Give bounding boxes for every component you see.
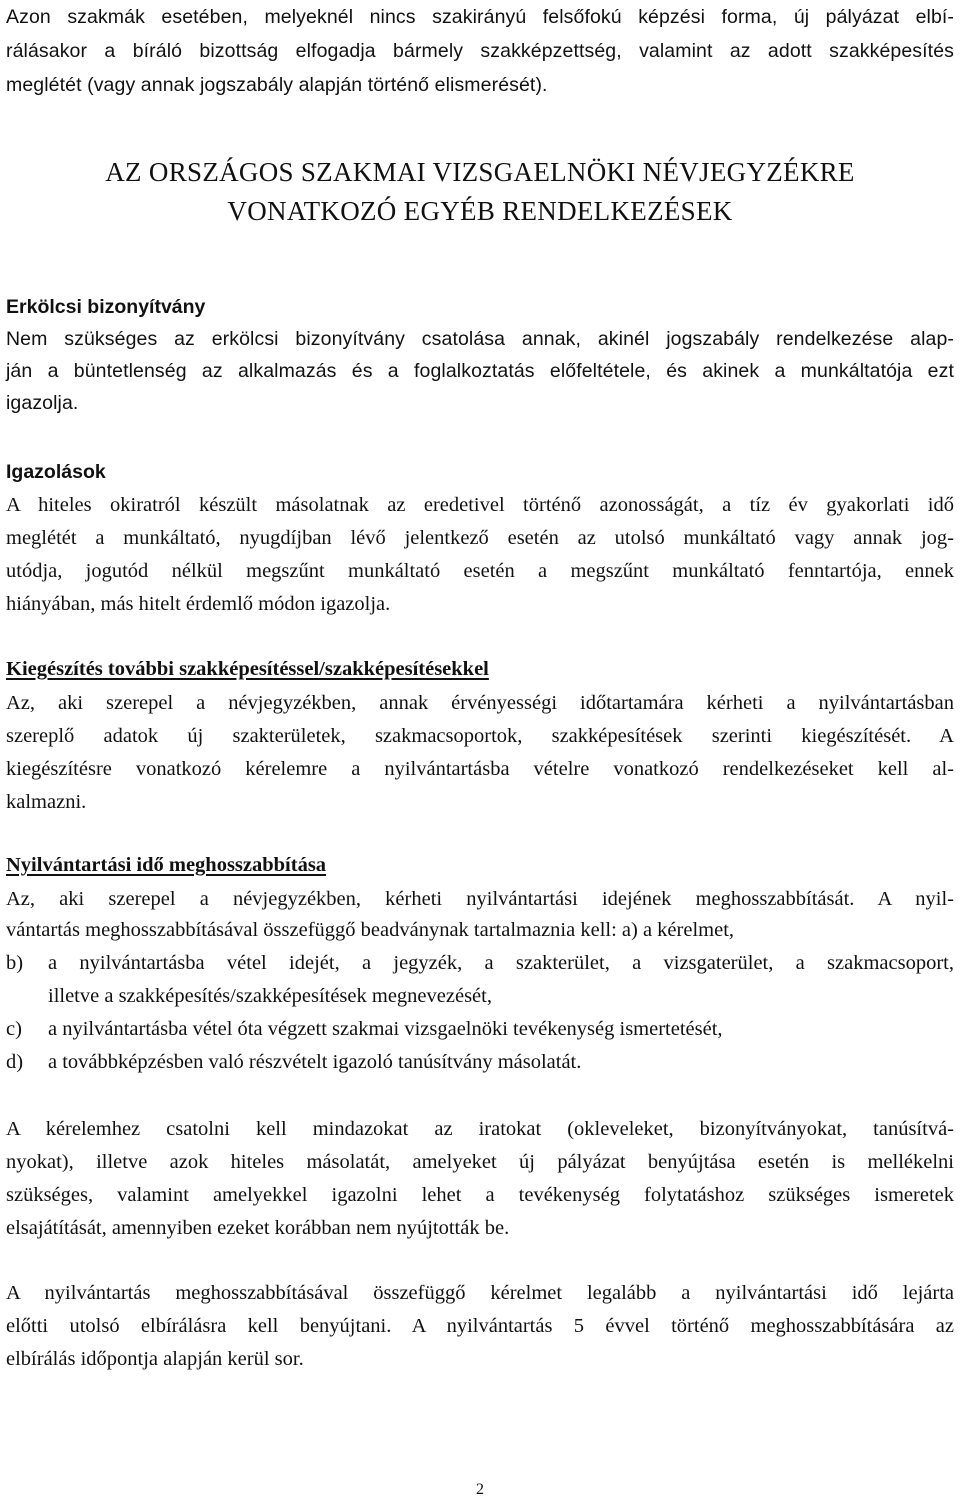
kiegeszites-line-3: kiegészítésre vonatkozó kérelemre a nyilvántartásba vételre vonatkozó rendelkezéseket kell al- bbox=[6, 758, 954, 780]
igazolasok-line-4: hiányában, más hitelt érdemlő módon igazolja. bbox=[6, 593, 391, 615]
list-item-text: a nyilvántartásba vétel óta végzett szakmai vizsgaelnöki tevékenység ismertetését, bbox=[48, 1018, 723, 1040]
heading-igazolasok: Igazolások bbox=[6, 461, 106, 483]
list-marker: c) bbox=[6, 1018, 22, 1040]
nyilvantartasi-line-1: Az, aki szerepel a névjegyzékben, kérheti nyilvántartási idejének meghosszabbítását. A nyil- bbox=[6, 888, 954, 910]
kiegeszites-line-1: Az, aki szerepel a névjegyzékben, annak érvényességi időtartamára kérheti a nyilvántartásban bbox=[6, 692, 954, 714]
paragraph-1-line-2: nyokat), illetve azok hiteles másolatát, amelyeket új pályázat benyújtása esetén is mellékelni bbox=[6, 1151, 954, 1173]
section-title-line-2: VONATKOZÓ EGYÉB RENDELKEZÉSEK bbox=[227, 196, 733, 226]
list-marker: d) bbox=[6, 1051, 24, 1073]
paragraph-1-line-1: A kérelemhez csatolni kell mindazokat az iratokat (okleveleket, bizonyítványokat, tanúsítvá- bbox=[6, 1118, 954, 1140]
list-item-text: a továbbképzésben való részvételt igazoló tanúsítvány másolatát. bbox=[48, 1051, 582, 1073]
intro-line-3: meglétét (vagy annak jogszabály alapján történő elismerését). bbox=[6, 74, 548, 96]
heading-kiegeszites: Kiegészítés további szakképesítéssel/szakképesítésekkel bbox=[6, 658, 489, 680]
kiegeszites-line-4: kalmazni. bbox=[6, 791, 87, 813]
nyilvantartasi-line-2: vántartás meghosszabbításával összefüggő beadványnak tartalmaznia kell: a) a kérelmet, bbox=[6, 919, 735, 941]
paragraph-2-line-1: A nyilvántartás meghosszabbításával összefüggő kérelmet legalább a nyilvántartási idő lejárta bbox=[6, 1282, 954, 1304]
kiegeszites-line-2: szereplő adatok új szakterületek, szakmacsoportok, szakképesítések szerinti kiegészítését. A bbox=[6, 725, 954, 747]
erkolcsi-line-3: igazolja. bbox=[6, 392, 79, 414]
igazolasok-line-1: A hiteles okiratról készült másolatnak az eredetivel történő azonosságát, a tíz év gyakorlati idő bbox=[6, 494, 954, 516]
intro-line-1: Azon szakmák esetében, melyeknél nincs szakirányú felsőfokú képzési forma, új pályázat elbí- bbox=[6, 6, 954, 28]
paragraph-1-line-3: szükséges, valamint amelyekkel igazolni lehet a tevékenység folytatáshoz szükséges ismeretek bbox=[6, 1184, 954, 1206]
paragraph-1-line-4: elsajátítását, amennyiben ezeket korábban nem nyújtották be. bbox=[6, 1217, 510, 1239]
paragraph-2-line-2: előtti utolsó elbírálásra kell benyújtani. A nyilvántartás 5 évvel történő meghosszabbítására az bbox=[6, 1315, 954, 1337]
page-number: 2 bbox=[476, 1481, 484, 1498]
heading-erkolcsi: Erkölcsi bizonyítvány bbox=[6, 296, 206, 318]
list-marker: b) bbox=[6, 952, 24, 974]
intro-line-2: rálásakor a bíráló bizottság elfogadja bármely szakképzettség, valamint az adott szakképesítés bbox=[6, 40, 954, 62]
erkolcsi-line-2: ján a büntetlenség az alkalmazás és a foglalkoztatás előfeltétele, és akinek a munkáltatója ezt bbox=[6, 360, 954, 382]
section-title-line-1: AZ ORSZÁGOS SZAKMAI VIZSGAELNÖKI NÉVJEGYZÉKRE bbox=[105, 157, 855, 187]
igazolasok-line-2: meglétét a munkáltató, nyugdíjban lévő jelentkező esetén az utolsó munkáltató vagy annak jog- bbox=[6, 527, 954, 549]
paragraph-2-line-3: elbírálás időpontja alapján kerül sor. bbox=[6, 1348, 304, 1370]
list-item-text: a nyilvántartásba vétel idejét, a jegyzék, a szakterület, a vizsgaterület, a szakmacsoport, bbox=[48, 952, 954, 974]
list-item-text: illetve a szakképesítés/szakképesítések megnevezését, bbox=[48, 985, 492, 1007]
igazolasok-line-3: utódja, jogutód nélkül megszűnt munkáltató esetén a megszűnt munkáltató fenntartója, ennek bbox=[6, 560, 954, 582]
erkolcsi-line-1: Nem szükséges az erkölcsi bizonyítvány csatolása annak, akinél jogszabály rendelkezése alap- bbox=[6, 328, 954, 350]
heading-nyilvantartasi: Nyilvántartási idő meghosszabbítása bbox=[6, 854, 327, 876]
